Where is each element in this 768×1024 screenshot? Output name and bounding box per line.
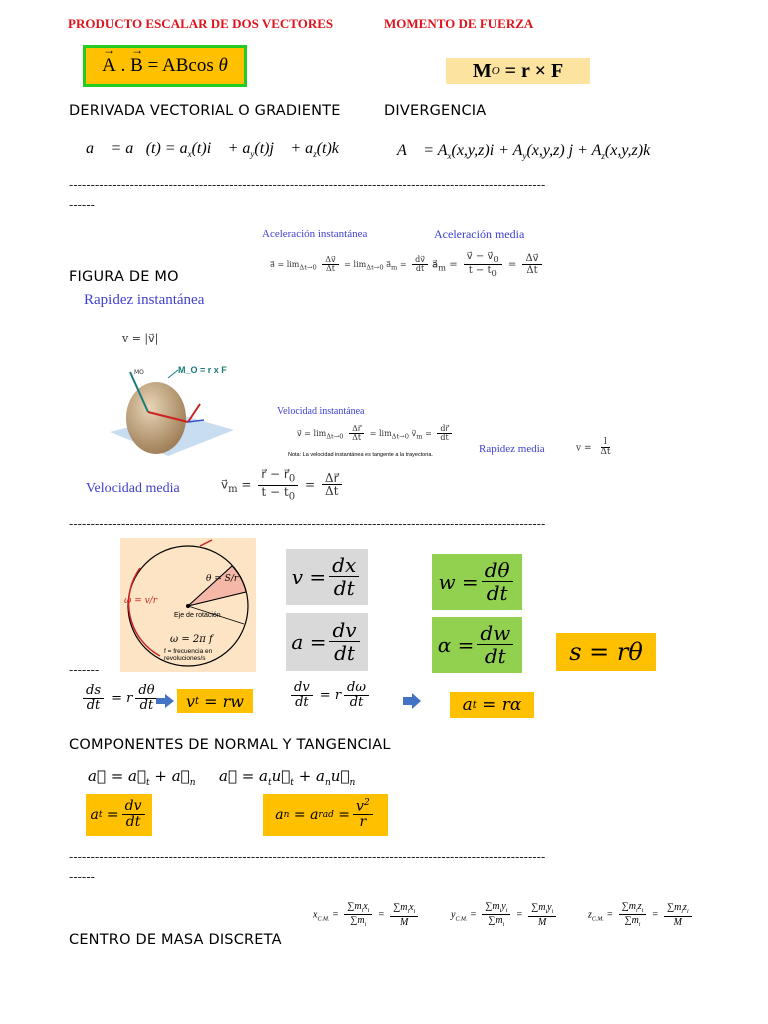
avg-accel-formula: $a⃗_m$ = $\frac{v⃗ - v⃗_0}{t - t_0}$ = $\frac{\Delta v⃗}{\Delta t}$ <box>432 252 545 278</box>
rotation-omega: ω = v/r <box>124 596 158 606</box>
svg-text:MO: MO <box>134 369 144 376</box>
acceleration-sum-formula: a⃗ = $a⃗_t$ + $a⃗_n$ <box>88 767 196 788</box>
avg-velocity-title: Velocidad media <box>86 481 180 496</box>
separator: -------------------------------------------------------------------------------------------------------------- <box>69 517 546 531</box>
rotation-axis: Eje de rotación <box>174 612 221 619</box>
avg-speed-title: Rapidez media <box>479 443 545 455</box>
center-mass-label: CENTRO DE MASA DISCRETA <box>69 932 282 948</box>
angular-velocity-formula: w = $\frac{d\theta}{dt}$ <box>432 554 522 610</box>
vector-derivative-formula: a⃗ = a⃗(t) = $a_x(t)i⃗$ + $a_y(t)j⃗$ + $a_z(t)k⃗$ <box>86 140 352 160</box>
avg-velocity-formula: $v⃗_m$ = $\frac{r⃗ - r⃗_0}{t - t_0}$ = $\frac{\Delta r⃗}{\Delta t}$ <box>221 468 345 502</box>
moment-figure <box>108 360 236 464</box>
rotation-freq: f = frecuencia en revoluciones/s <box>164 648 213 662</box>
inst-speed-title: Rapidez instantánea <box>84 292 205 308</box>
gradient-label: DERIVADA VECTORIAL O GRADIENTE <box>69 103 341 119</box>
center-mass-x-formula: $x_{C.M.}$ = $\frac{\sum m_ix_i}{\sum m_i}$ = $\frac{\sum m_ix_i}{M}$ <box>313 902 421 929</box>
inst-velocity-title: Velocidad instantánea <box>277 406 365 417</box>
separator-tail: ------ <box>69 870 95 884</box>
separator-short: ------- <box>69 663 100 677</box>
tangential-velocity-formula: v t = rw <box>177 689 253 713</box>
arrow-right-icon <box>156 694 174 708</box>
arc-derivative-formula: $\frac{ds}{dt}$ = r $\frac{d\theta}{dt}$ <box>80 684 161 713</box>
rotation-omega2: ω = 2π f <box>170 634 213 645</box>
acceleration-unit-formula: a⃗ = $a_tu⃗_t$ + $a_nu⃗_n$ <box>219 767 356 788</box>
velocity-formula: v = $\frac{dx}{dt}$ <box>286 549 368 605</box>
components-label: COMPONENTES DE NORMAL Y TANGENCIAL <box>69 737 391 753</box>
separator-tail: ------ <box>69 198 95 212</box>
avg-speed-formula: v = $\frac{l}{\Delta t}$ <box>576 437 611 458</box>
moment-formula: M O = r × F <box>446 58 590 84</box>
dot-product-formula: A → . B → = ABcos θ <box>83 45 247 87</box>
inst-accel-formula: a⃗ = $\lim_{\Delta t\to 0}$ $\frac{\Delta v⃗}{\Delta t}$ = $\lim_{\Delta t\to 0}$ $a⃗_m$ = $\frac{dv⃗}{dt}$ <box>270 256 431 274</box>
arc-length-formula: s = rθ <box>556 633 656 671</box>
avg-accel-title: Aceleración media <box>434 227 525 241</box>
rotation-figure <box>120 538 256 672</box>
angular-acceleration-formula: α = $\frac{dw}{dt}$ <box>432 617 522 673</box>
separator: -------------------------------------------------------------------------------------------------------------- <box>69 178 546 192</box>
separator: -------------------------------------------------------------------------------------------------------------- <box>69 850 546 864</box>
divergence-formula: A⃗ = $A_x(x,y,z)i + A_y(x,y,z) j + A_z(x,y,z)k$ <box>397 142 651 162</box>
rotation-theta: θ = S/r <box>206 574 239 584</box>
tangential-accel-derivative: a t = $\frac{dv}{dt}$ <box>86 794 152 836</box>
center-mass-y-formula: $y_{C.M.}$ = $\frac{\sum m_iy_i}{\sum m_i}$ = $\frac{\sum m_iy_i}{M}$ <box>451 902 559 929</box>
tangential-acceleration-formula: a t = rα <box>450 692 534 718</box>
figure-mo-label: FIGURA DE MO <box>69 269 179 285</box>
arrow-right-icon <box>403 693 421 709</box>
divergence-label: DIVERGENCIA <box>384 103 487 119</box>
figure-mo-caption: M_O = r x F <box>178 365 227 375</box>
acceleration-formula: a = $\frac{dv}{dt}$ <box>286 613 368 671</box>
velocity-note: Nota: La velocidad instantánea es tangente a la trayectoria. <box>288 452 433 458</box>
inst-velocity-formula: v⃗ = $\lim_{\Delta t\to 0}$ $\frac{\Delta r⃗}{\Delta t}$ = $\lim_{\Delta t\to 0}$ $v⃗_m$ = $\frac{dr⃗}{dt}$ <box>297 425 455 443</box>
normal-accel-formula: a n = a rad = $\frac{v^2}{r}$ <box>263 794 388 836</box>
moment-heading: MOMENTO DE FUERZA <box>384 16 534 31</box>
center-mass-z-formula: $z_{C.M.}$ = $\frac{\sum m_iz_i}{\sum m_i}$ = $\frac{\sum m_iz_i}{M}$ <box>588 902 695 929</box>
velocity-derivative-formula: $\frac{dv}{dt}$ = r $\frac{d\omega}{dt}$ <box>288 681 372 710</box>
dot-product-heading: PRODUCTO ESCALAR DE DOS VECTORES <box>68 16 334 31</box>
inst-accel-title: Aceleración instantánea <box>262 228 368 240</box>
inst-speed-formula: v = |v⃗| <box>122 332 159 345</box>
